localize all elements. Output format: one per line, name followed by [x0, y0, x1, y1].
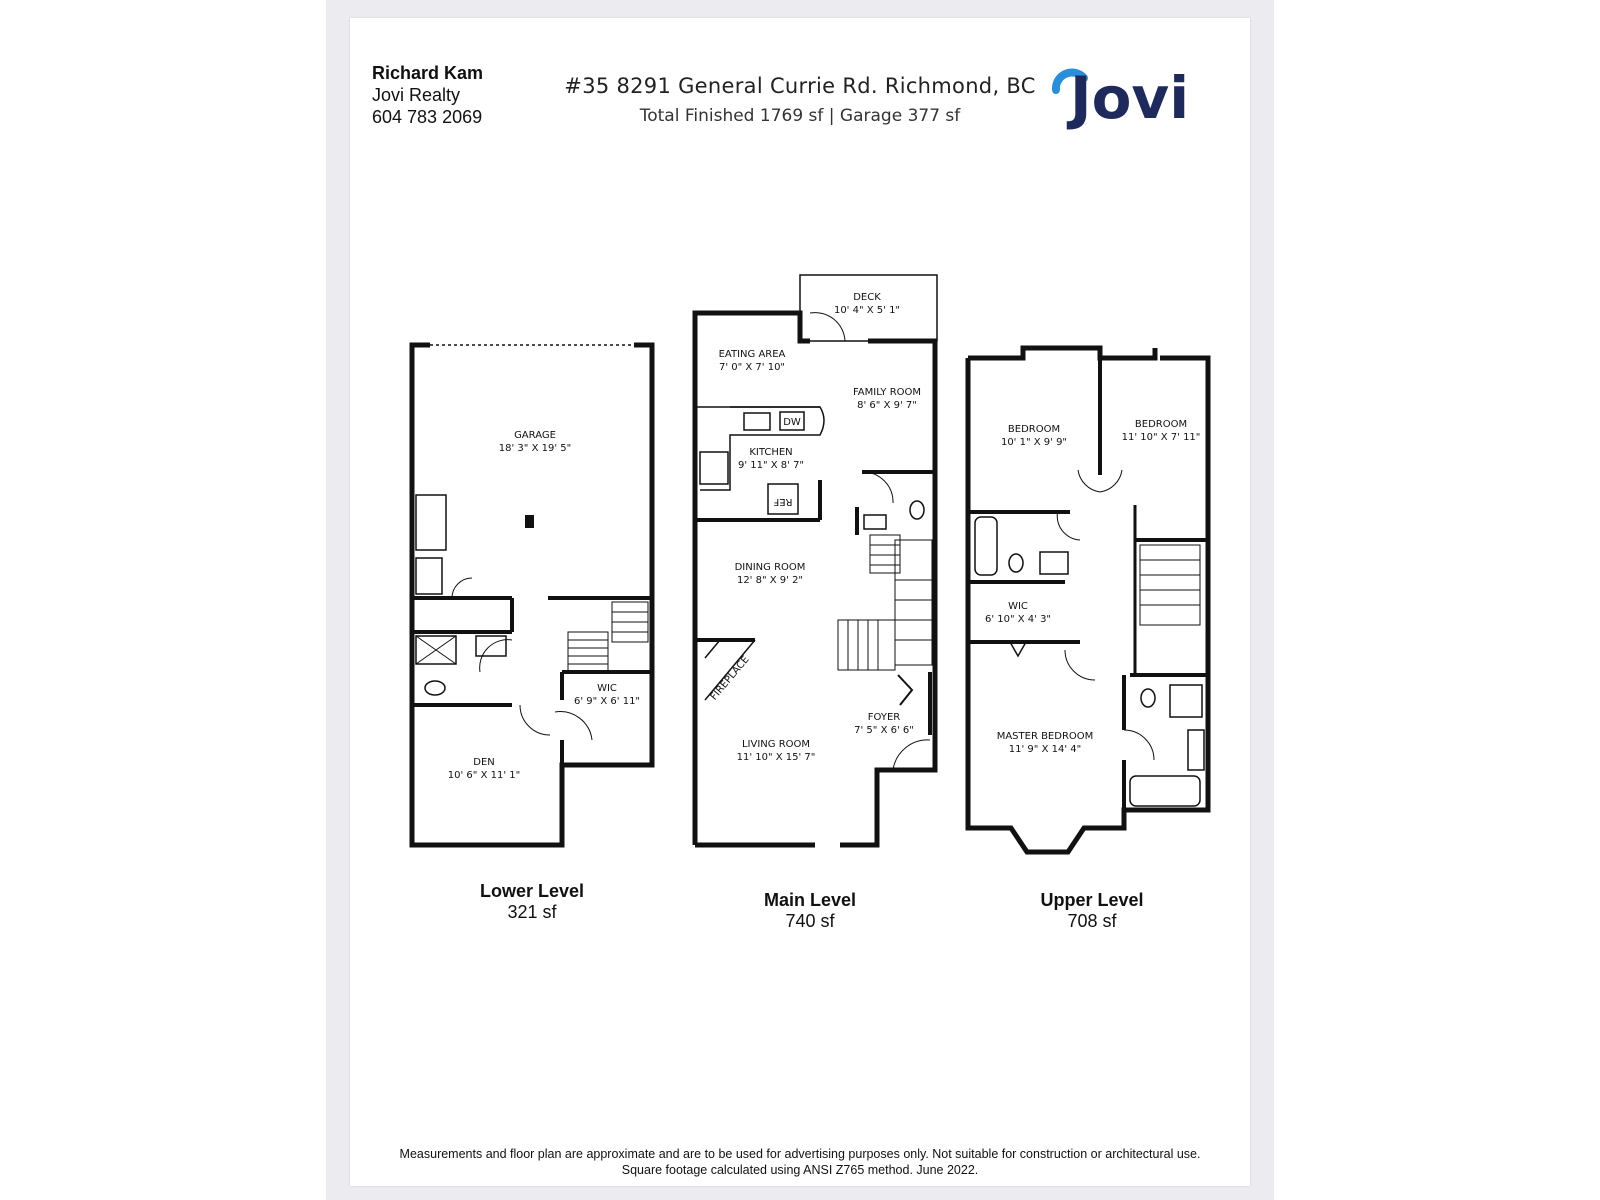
bedroom-1-dim: 10' 1" X 9' 9" — [1000, 437, 1068, 448]
master-bedroom-label: MASTER BEDROOM — [996, 731, 1094, 742]
kitchen-label: KITCHEN — [749, 447, 793, 458]
living-room-label: LIVING ROOM — [741, 739, 811, 750]
wic-lower-label: WIC — [597, 683, 617, 694]
main-level-caption — [720, 890, 900, 932]
disclaimer — [350, 1146, 1250, 1178]
agent-company: Jovi Realty — [372, 85, 461, 105]
main-level-title: Main Level — [763, 890, 857, 910]
dining-room-label: DINING ROOM — [734, 562, 806, 573]
listing-address: #35 8291 General Currie Rd. Richmond, BC — [564, 74, 1036, 98]
dining-room-dim: 12' 8" X 9' 2" — [736, 575, 804, 586]
deck-dim: 10' 4" X 5' 1" — [833, 305, 901, 316]
dw-label: DW — [783, 417, 801, 428]
garage-label: GARAGE — [514, 430, 556, 441]
eating-area-dim: 7' 0" X 7' 10" — [718, 362, 786, 373]
kitchen-dim: 9' 11" X 8' 7" — [737, 460, 805, 471]
upper-level-area: 708 sf — [1067, 911, 1117, 931]
wic-upper-label: WIC — [1008, 601, 1028, 612]
bedroom-2-label: BEDROOM — [1134, 419, 1188, 430]
deck-label: DECK — [853, 292, 881, 303]
room-labels — [448, 292, 1201, 781]
logo-text: Jovi — [1070, 64, 1190, 130]
bedroom-2-dim: 11' 10" X 7' 11" — [1121, 432, 1201, 443]
den-label: DEN — [473, 757, 495, 768]
listing-summary: Total Finished 1769 sf | Garage 377 sf — [639, 106, 961, 126]
garage-dim: 18' 3" X 19' 5" — [498, 443, 572, 454]
den-dim: 10' 6" X 11' 1" — [447, 770, 521, 781]
wic-upper-dim: 6' 10" X 4' 3" — [984, 614, 1052, 625]
foyer-label: FOYER — [867, 712, 901, 723]
upper-level-caption — [1002, 890, 1182, 932]
ref-label: REF — [773, 496, 793, 507]
main-level-area: 740 sf — [785, 911, 835, 931]
master-bedroom-dim: 11' 9" X 14' 4" — [1008, 744, 1082, 755]
bedroom-1-label: BEDROOM — [1007, 424, 1061, 435]
eating-area-label: EATING AREA — [718, 349, 786, 360]
wic-lower-dim: 6' 9" X 6' 11" — [573, 696, 641, 707]
main-level-plan — [695, 275, 937, 845]
agent-phone: 604 783 2069 — [372, 107, 483, 127]
foyer-dim: 7' 5" X 6' 6" — [854, 725, 914, 736]
disclaimer-line-1: Measurements and floor plan are approximate and are to be used for advertising purposes only. Not suitable for construction or architectural use. — [399, 1147, 1201, 1161]
agent-name: Richard Kam — [372, 63, 484, 83]
lower-level-caption — [442, 881, 622, 923]
family-room-dim: 8' 6" X 9' 7" — [857, 400, 917, 411]
disclaimer-line-2: Square footage calculated using ANSI Z765 method. June 2022. — [621, 1163, 979, 1177]
upper-level-title: Upper Level — [1040, 890, 1144, 910]
family-room-label: FAMILY ROOM — [852, 387, 922, 398]
lower-level-area: 321 sf — [507, 902, 557, 922]
lower-level-title: Lower Level — [479, 881, 585, 901]
fireplace-label: FIREPLACE — [708, 654, 752, 703]
living-room-dim: 11' 10" X 15' 7" — [736, 752, 816, 763]
